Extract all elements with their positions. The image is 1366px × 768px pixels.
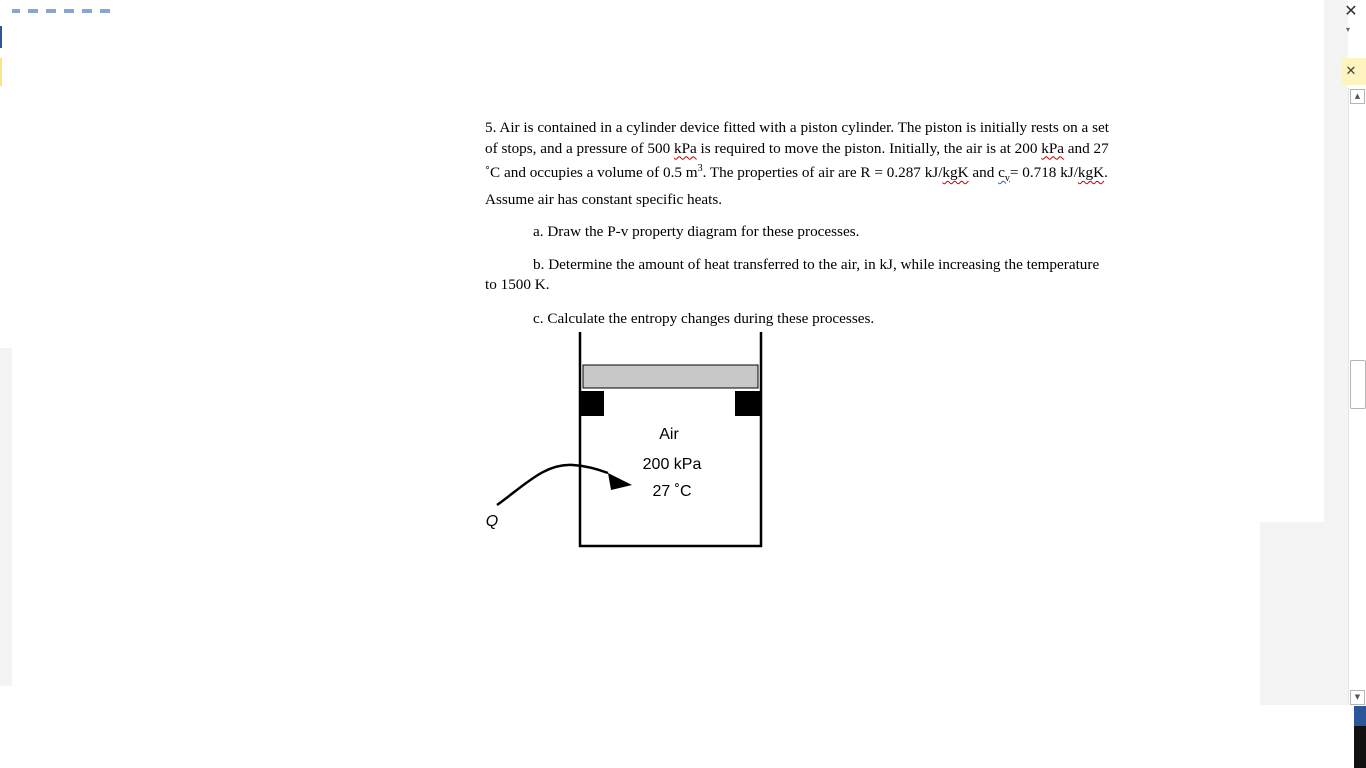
scroll-down-button[interactable]: ▼ — [1350, 690, 1365, 705]
document-page[interactable] — [485, 118, 1110, 329]
heat-arrowhead — [608, 473, 632, 490]
nav-indicator-yellow — [0, 58, 2, 86]
question-b: b. Determine the amount of heat transferred to the air, in kJ, while increasing the temperature to 1500 K. — [485, 255, 1100, 294]
message-bar-close-button[interactable]: ✕ — [1345, 64, 1357, 79]
question-a: a. Draw the P-v property diagram for these processes. — [533, 223, 860, 241]
piston-cylinder-diagram — [470, 330, 790, 555]
right-lower-panel — [1260, 522, 1324, 705]
scroll-up-button[interactable]: ▲ — [1350, 89, 1365, 104]
problem-statement: 5. Air is contained in a cylinder device fitted with a piston cylinder. The piston is initially rests on a set of stops, and a pressure of 500 kPa is required to move the piston. Initially, the air is at 200 kPa and 27 ˚C and occupies a volume of 0.5 $m^3$. The properties of air are R = 0.287 kJ/kgK and $c_v= 0.718$ kJ/kgK. Assume air has constant specific heats. — [485, 119, 1109, 208]
left-stop — [580, 391, 604, 416]
ribbon-options-dropdown[interactable]: ▾ — [1346, 25, 1351, 34]
heat-label: Q — [485, 513, 499, 530]
right-margin-area — [1324, 0, 1351, 705]
nav-indicator-blue — [0, 26, 2, 48]
gas-label: Air — [659, 426, 679, 443]
pressure-label: 200 kPa — [642, 456, 702, 473]
temperature-label: 27 ˚C — [652, 483, 692, 500]
heat-arrow — [497, 465, 608, 505]
scroll-thumb[interactable] — [1350, 360, 1366, 409]
status-bar-segment — [1354, 706, 1366, 726]
taskbar-edge — [1354, 726, 1366, 768]
navigation-pane-upper — [0, 0, 12, 348]
right-stop — [735, 391, 760, 416]
piston — [583, 365, 758, 388]
close-window-button[interactable]: ✕ — [1344, 1, 1358, 20]
quick-access-toolbar[interactable] — [10, 0, 160, 6]
question-c: c. Calculate the entropy changes during these processes. — [533, 309, 875, 327]
